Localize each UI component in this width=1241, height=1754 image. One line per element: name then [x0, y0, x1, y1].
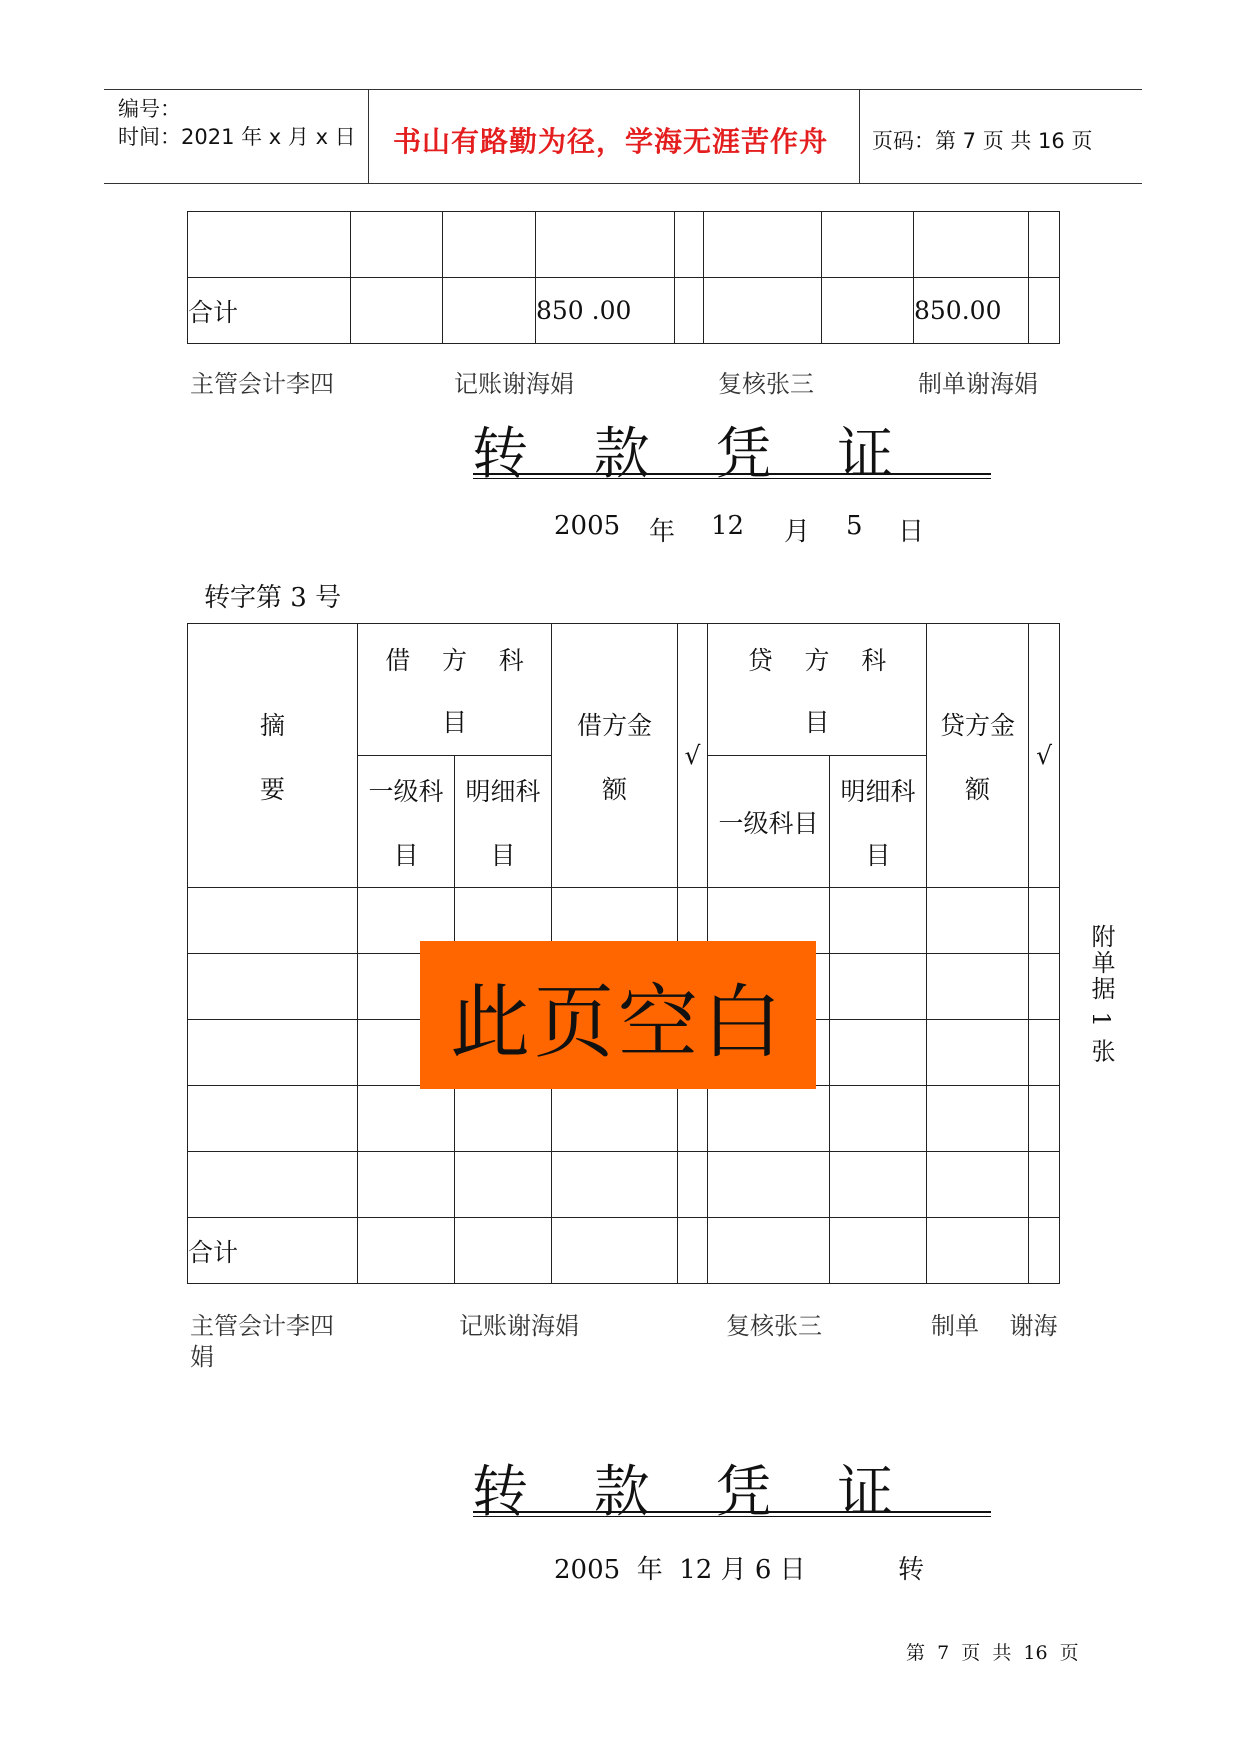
header-bottom-rule	[104, 183, 1142, 184]
col-summary-1: 摘	[259, 710, 285, 740]
sig-bookkeeper-top: 记账谢海娟	[454, 370, 574, 398]
voucher-top-table	[187, 211, 1060, 344]
col-credit-level1: 一级科目	[708, 756, 830, 888]
header-time-label: 时间：2021 年 x 月 x 日	[118, 125, 356, 149]
header-page-label: 页码：第 7 页 共 16 页	[872, 129, 1093, 153]
title-underline-bottom-thin	[473, 1516, 991, 1517]
col-credit-detail	[830, 756, 927, 888]
col-summary-header	[188, 624, 358, 888]
col-debit-level1	[358, 756, 455, 888]
debit-total: 850 .00	[536, 278, 675, 344]
voucher-date-bottom: 2005 年 12 月 6 日	[554, 1555, 806, 1585]
col-debit-level1-b: 目	[393, 840, 419, 870]
title-underline	[473, 473, 991, 475]
col-credit-detail-b: 目	[865, 840, 891, 870]
col-debit-check: √	[678, 624, 708, 888]
col-credit-subject-header	[708, 624, 927, 756]
header-number-label: 编号：	[118, 97, 181, 121]
sig-supervisor: 主管会计李四	[190, 1312, 334, 1340]
col-debit-amount-2: 额	[602, 774, 628, 804]
credit-total: 850.00	[914, 278, 1029, 344]
title-underline-thin	[473, 478, 991, 479]
col-debit-subject-1: 借 方 科	[385, 645, 524, 675]
col-debit-detail	[455, 756, 552, 888]
voucher-date-day: 5	[846, 511, 863, 541]
sig-bookkeeper: 记账谢海娟	[459, 1312, 579, 1340]
total-label: 合计	[188, 1218, 358, 1284]
col-credit-amount-header	[927, 624, 1029, 888]
sig-preparer-top: 制单谢海娟	[918, 370, 1038, 398]
sig-reviewer-top: 复核张三	[718, 370, 814, 398]
voucher-date-year: 2005	[554, 511, 621, 541]
col-credit-subject-1: 贷 方 科	[747, 645, 887, 675]
voucher-date-year-unit: 年	[649, 517, 676, 547]
voucher-title: 转 款 凭 证	[472, 422, 918, 487]
col-credit-detail-a: 明细科	[840, 776, 916, 806]
voucher-date-month: 12	[711, 511, 745, 541]
header-motto: 书山有路勤为径，学海无涯苦作舟	[393, 125, 829, 158]
col-debit-amount-header	[552, 624, 678, 888]
voucher-title-bottom: 转 款 凭 证	[472, 1460, 918, 1525]
col-debit-detail-b: 目	[490, 840, 516, 870]
col-debit-amount-1: 借方金	[577, 710, 653, 740]
attachment-note: 附单据 1 张	[1087, 924, 1115, 1065]
header-top-rule	[104, 89, 1142, 90]
table-row	[188, 212, 1060, 278]
blank-page-stamp: 此页空白	[420, 941, 816, 1089]
col-debit-level1-a: 一级科	[368, 776, 444, 806]
header-divider-left	[368, 90, 369, 184]
col-debit-subject-2: 目	[442, 707, 468, 737]
col-debit-detail-a: 明细科	[465, 776, 541, 806]
total-row	[188, 1218, 1060, 1284]
voucher-number: 转字第 3 号	[204, 583, 342, 613]
title-underline-bottom	[473, 1511, 991, 1513]
col-credit-check: √	[1029, 624, 1060, 888]
col-debit-subject-header	[358, 624, 552, 756]
sig-supervisor-top: 主管会计李四	[190, 370, 334, 398]
col-summary-2: 要	[259, 774, 285, 804]
col-credit-subject-2: 目	[804, 707, 830, 737]
footer-page-number: 第 7 页 共 16 页	[906, 1642, 1079, 1664]
header-divider-right	[859, 90, 860, 184]
voucher-date-day-unit: 日	[898, 517, 925, 547]
table-row	[188, 1152, 1060, 1218]
sig-reviewer: 复核张三	[726, 1312, 822, 1340]
total-row	[188, 278, 1060, 344]
table-row	[188, 1086, 1060, 1152]
voucher-prefix-bottom: 转	[898, 1555, 925, 1585]
col-credit-amount-1: 贷方金	[940, 710, 1016, 740]
voucher-date-month-unit: 月	[784, 517, 811, 547]
sig-supervisor-wrap: 娟	[190, 1343, 214, 1371]
total-label: 合计	[188, 278, 351, 344]
col-credit-amount-2: 额	[965, 774, 991, 804]
sig-preparer: 制单 谢海	[931, 1312, 1058, 1340]
